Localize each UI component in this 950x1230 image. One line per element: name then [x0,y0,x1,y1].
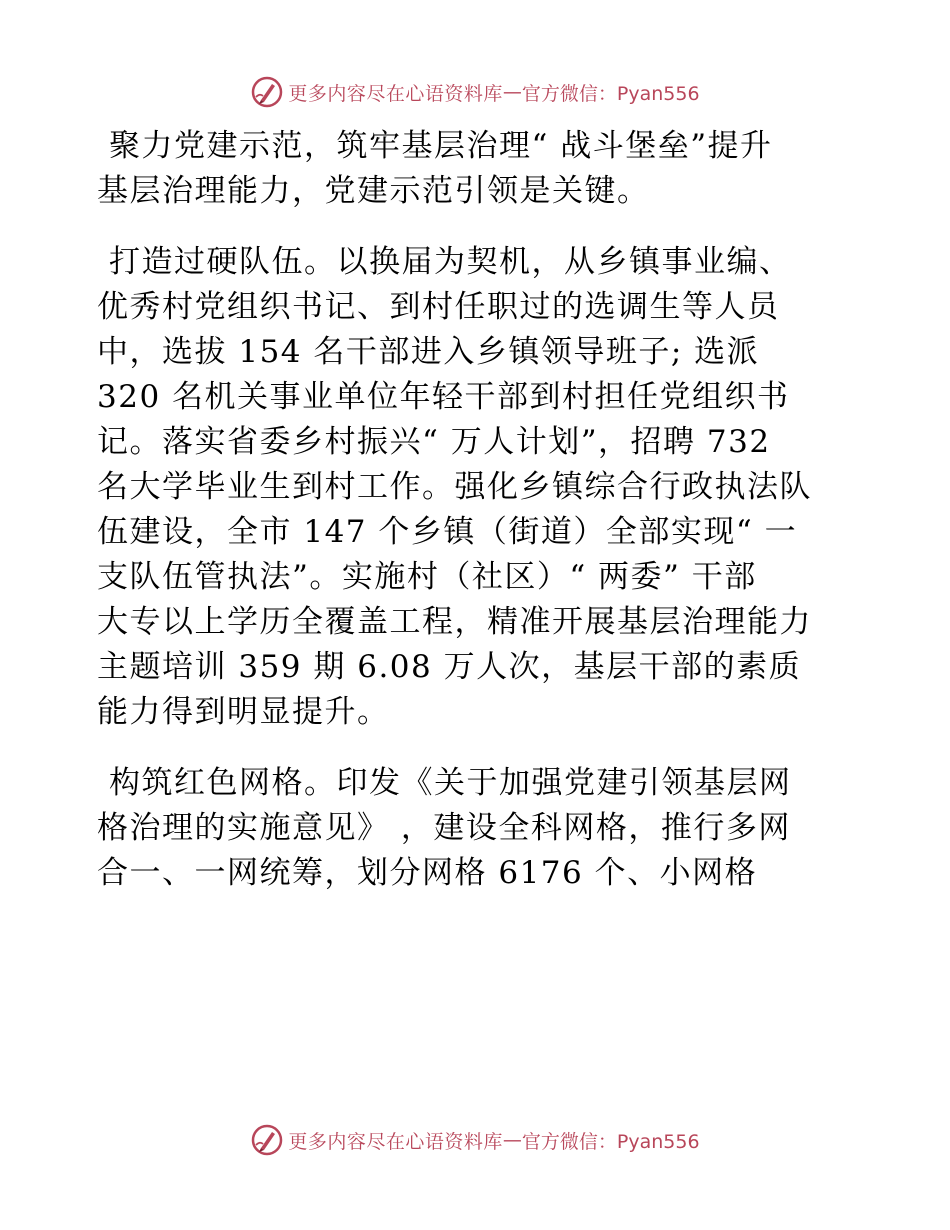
text-line: 聚力党建示范，筑牢基层治理“ 战斗堡垒”提升 [109,128,773,164]
watermark-separator: — [502,1129,522,1151]
watermark-contact: 官方微信：Pyan556 [521,82,700,105]
text-line: 320 名机关事业单位年轻干部到村担任党组织书 [97,379,790,415]
pen-logo-icon [250,1123,284,1157]
text-line: 格治理的实施意见》 ，建设全科网格，推行多网 [97,810,791,846]
text-line: 支队伍管执法”。实施村（社区）“ 两委” 干部 [97,559,757,595]
document-body [97,124,857,922]
text-line: 合一、一网统筹，划分网格 6176 个、小网格 [97,855,758,891]
text-line: 打造过硬队伍。以换届为契机，从乡镇事业编、 [109,244,792,280]
watermark-separator: — [502,81,522,103]
text-line: 优秀村党组织书记、到村任职过的选调生等人员 [97,289,780,325]
watermark-contact: 官方微信：Pyan556 [521,1130,700,1153]
paragraph-team [97,240,857,735]
paragraph-intro [97,124,857,214]
watermark-brand: 更多内容尽在心语资料库 [288,1130,503,1153]
text-line: 主题培训 359 期 6.08 万人次，基层干部的素质 [97,649,802,685]
text-line: 构筑红色网格。印发《关于加强党建引领基层网 [109,765,792,801]
text-line: 记。落实省委乡村振兴“ 万人计划”，招聘 732 [97,424,771,460]
watermark-header [0,72,950,112]
paragraph-grid [97,761,857,896]
watermark-footer [0,1120,950,1160]
text-line: 大专以上学历全覆盖工程，精准开展基层治理能力 [97,604,812,640]
pen-logo-icon [250,75,284,109]
text-line: 基层治理能力，党建示范引领是关键。 [97,173,650,209]
text-line: 能力得到明显提升。 [97,694,390,730]
text-line: 中，选拔 154 名干部进入乡镇领导班子; 选派 [97,334,760,370]
watermark-brand: 更多内容尽在心语资料库 [288,82,503,105]
text-line: 名大学毕业生到村工作。强化乡镇综合行政执法队 [97,469,812,505]
text-line: 伍建设，全市 147 个乡镇（街道）全部实现“ 一 [97,514,798,550]
